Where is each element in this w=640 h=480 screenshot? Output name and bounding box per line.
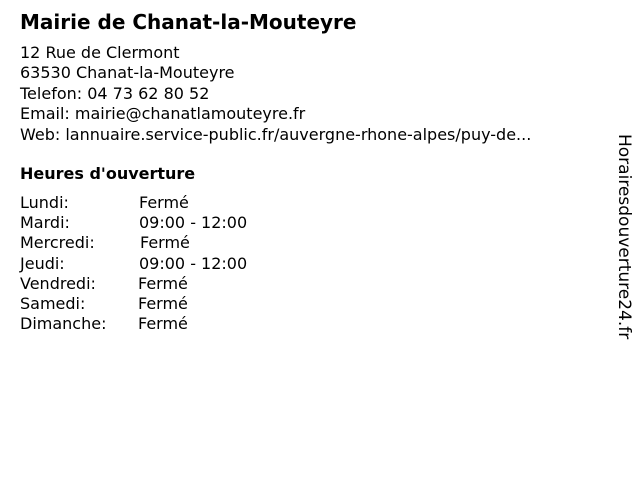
site-watermark (612, 134, 636, 374)
watermark-text: Horairesdouverture24.fr (614, 134, 634, 340)
day-label: Vendredi: (20, 273, 96, 293)
day-time: 09:00 - 12:00 (139, 213, 248, 233)
web-line: Web: lannuaire.service-public.fr/auvergne-rhone-alpes/puy-de... (20, 124, 532, 144)
day-label: Samedi: (20, 293, 86, 313)
day-time: Fermé (138, 314, 188, 334)
address-block (20, 43, 531, 145)
day-label: Mercredi: (20, 233, 95, 253)
day-label: Dimanche: (20, 314, 107, 334)
day-label: Mardi: (20, 213, 70, 233)
page-title: Mairie de Chanat-la-Mouteyre (20, 10, 357, 34)
day-time: 09:00 - 12:00 (139, 253, 248, 273)
day-label: Jeudi: (20, 253, 65, 273)
day-time: Fermé (139, 193, 189, 212)
day-time: Fermé (140, 233, 190, 253)
day-time: Fermé (138, 273, 188, 293)
street-address: 12 Rue de Clermont (20, 43, 180, 62)
email-line: Email: mairie@chanatlamouteyre.fr (20, 104, 306, 124)
city-postal: 63530 Chanat-la-Mouteyre (20, 63, 235, 83)
hours-heading: Heures d'ouverture (20, 164, 196, 183)
day-time: Fermé (138, 293, 188, 313)
day-label: Lundi: (20, 193, 69, 212)
phone-line: Telefon: 04 73 62 80 52 (20, 83, 210, 103)
